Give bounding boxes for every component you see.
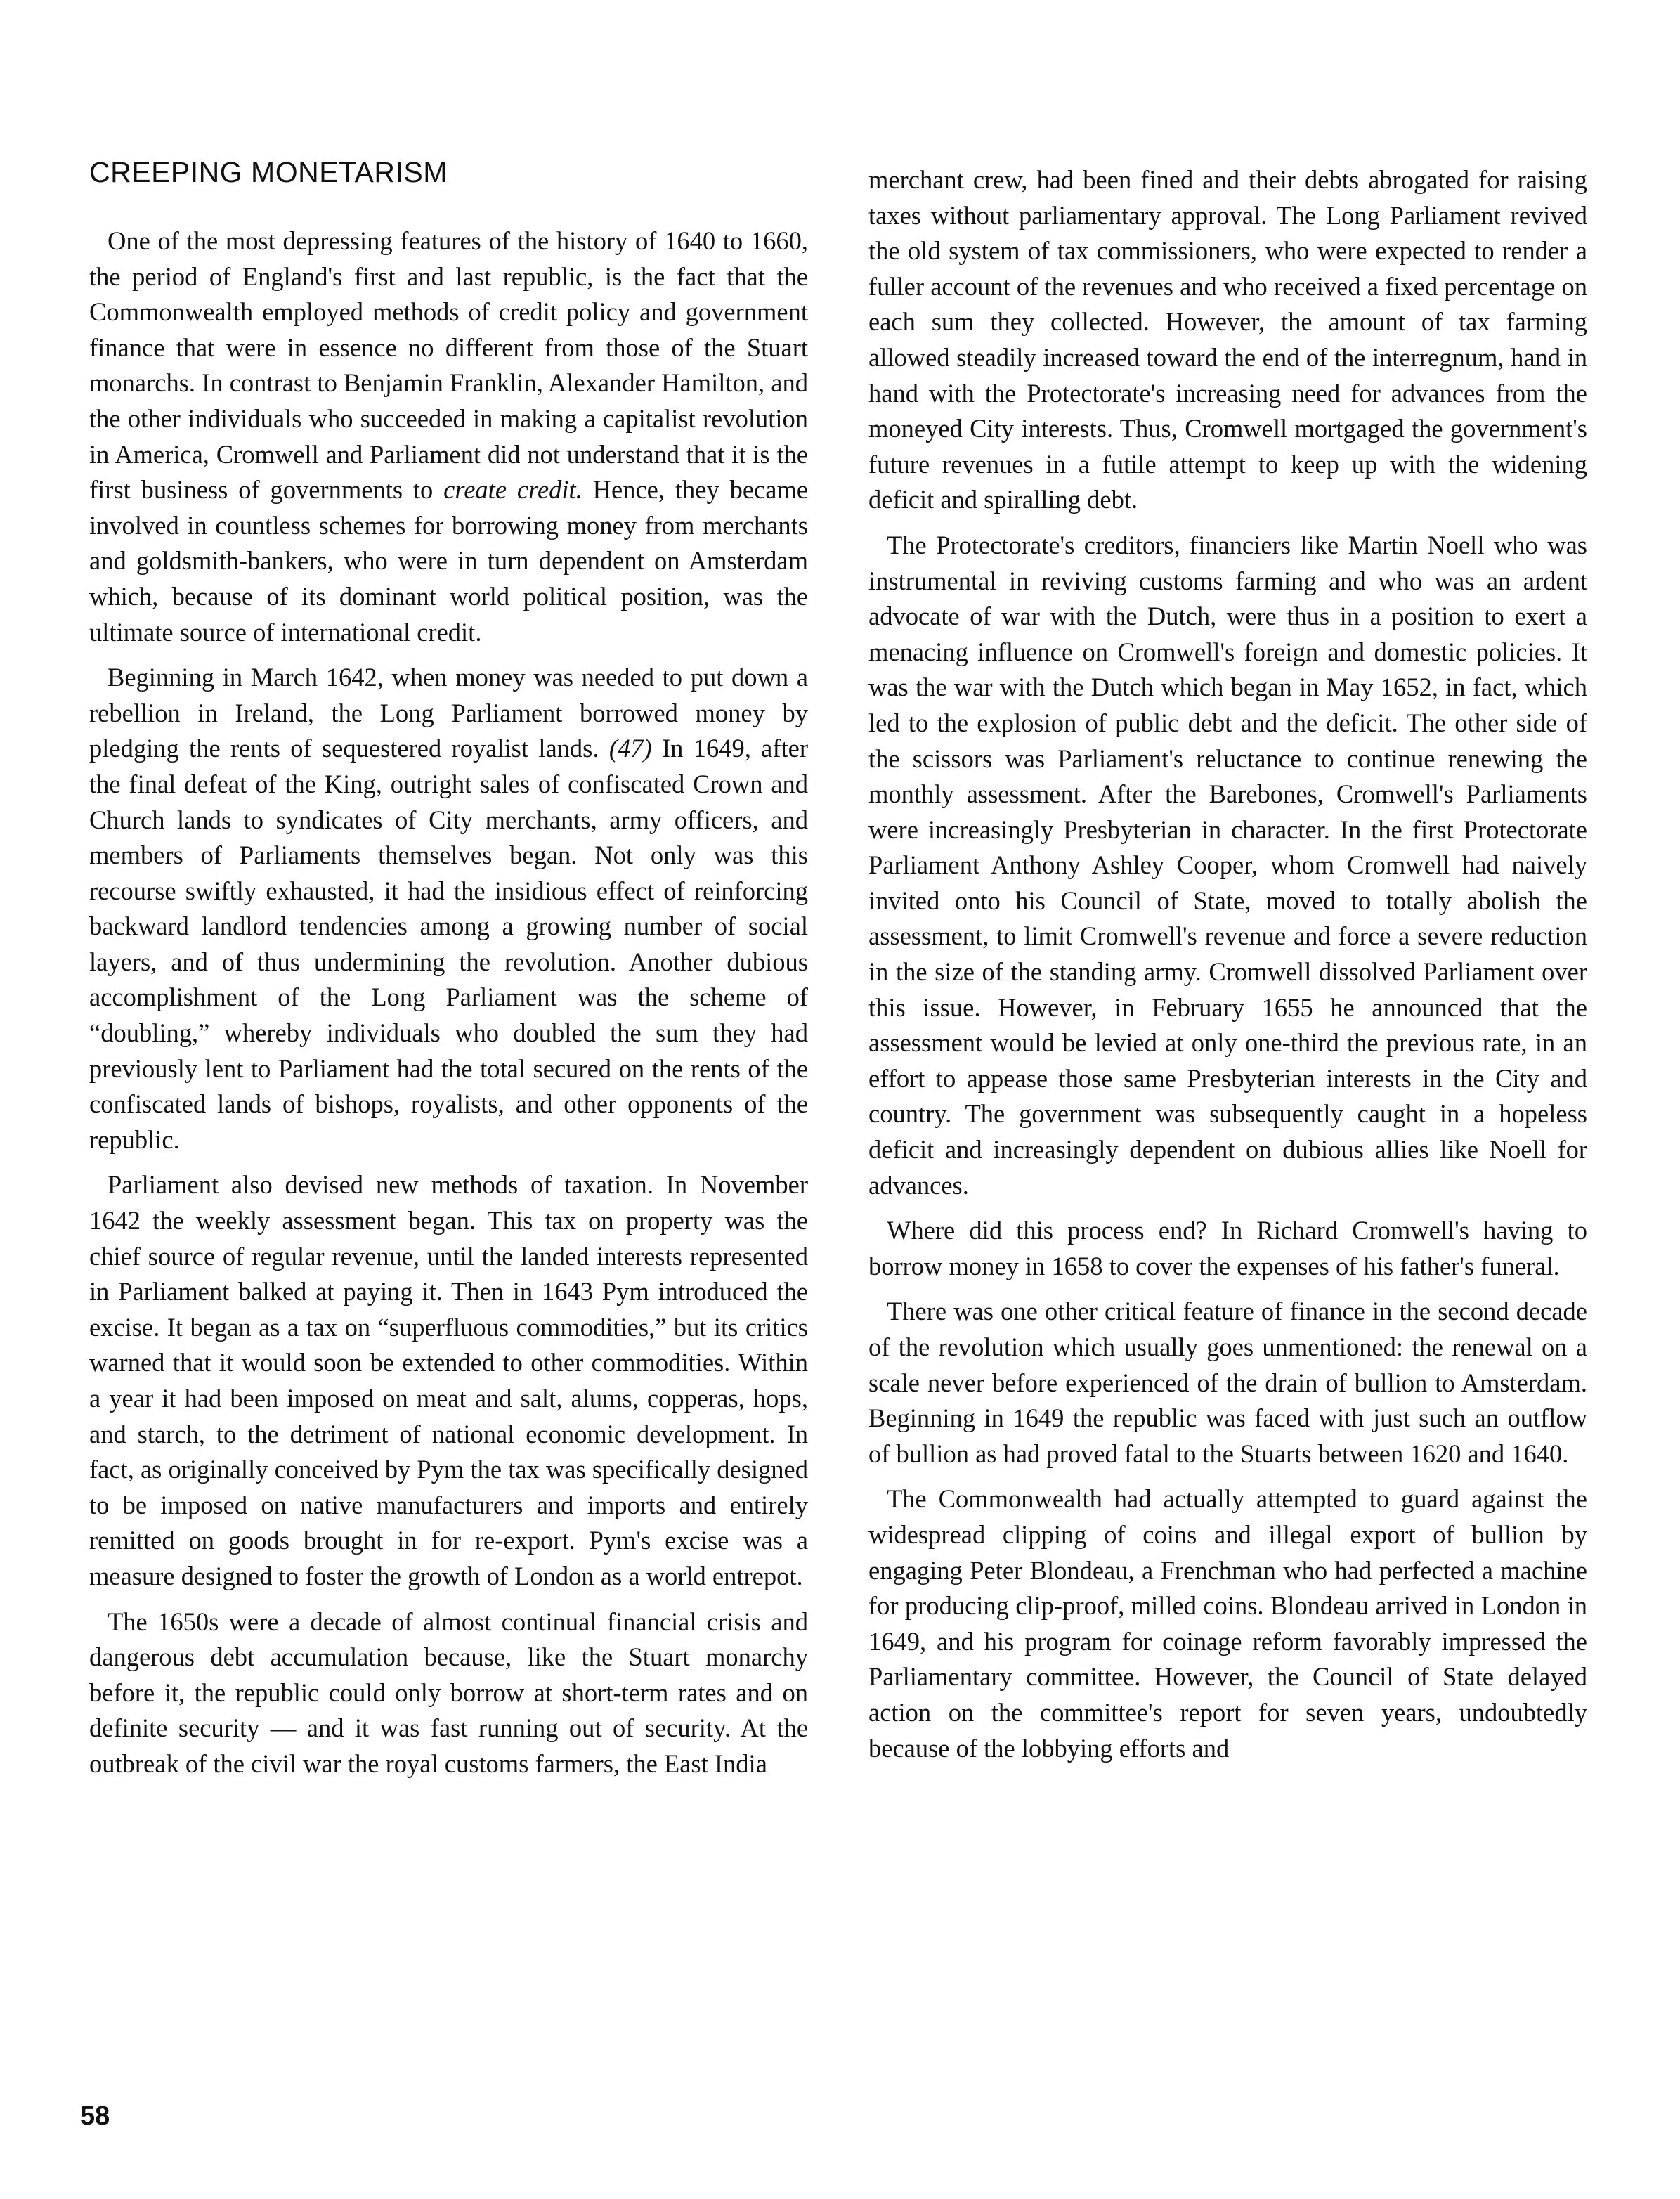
paragraph: Parliament also devised new methods of taxation. In November 1642 the weekly assessment began. This tax on property was the chief source of regular revenue, until the landed interests represented in Parliament balked at paying it. Then in 1643 Pym introduced the excise. It began as a tax on “superfluous commodities,” but its critics warned that it would soon be extended to other commodities. Within a year it had been imposed on meat and salt, alums, copperas, hops, and starch, to the detriment of national economic development. In fact, as originally conceived by Pym the tax was specifically designed to be imposed on native manufacturers and imports and entirely remitted on goods brought in for re-export. Pym's excise was a measure designed to foster the growth of London as a world entrepot. — [89, 1170, 808, 1590]
left-column — [89, 223, 808, 1782]
section-heading: CREEPING MONETARISM — [89, 156, 448, 188]
citation-number: (47) — [608, 734, 652, 763]
right-column — [868, 162, 1587, 1766]
paragraph: There was one other critical feature of finance in the second decade of the revolution which usually goes unmentioned: the renewal on a scale never before experienced of the drain of bullion to Amsterdam. Beginning in 1649 the republic was faced with just such an outflow of bullion as had proved fatal to the Stuarts between 1620 and 1640. — [868, 1297, 1587, 1468]
paragraph: Where did this process end? In Richard Cromwell's having to borrow money in 1658 to cover the expenses of his father's funeral. — [868, 1216, 1587, 1280]
paragraph-text: One of the most depressing features of the history of 1640 to 1660, the period of England's first and last republic, is the fact that the Commonwealth employed methods of credit policy and government finance that were in essence no different from those of the Stuart monarchs. In contrast to Benjamin Franklin, Alexander Hamilton, and the other individuals who succeeded in making a capitalist revolution in America, Cromwell and Parliament did not understand that it is the first business of governments to — [89, 226, 808, 505]
paragraph-text: In 1649, after the final defeat of the King, outright sales of confiscated Crown and Church lands to syndicates of City merchants, army officers, and members of Parliaments themselves began. Not only was this recourse swiftly exhausted, it had the insidious effect of reinforcing backward landlord tendencies among a growing number of social layers, and of thus undermining the revolution. Another dubious accomplishment of the Long Parliament was the scheme of “doubling,” whereby individuals who doubled the sum they had previously lent to Parliament had the total secured on the rents of the confiscated lands of bishops, royalists, and other opponents of the republic. — [89, 734, 808, 1154]
page-number: 58 — [80, 2101, 110, 2131]
emphasis-text: create credit. — [443, 475, 582, 505]
paragraph: The Commonwealth had actually attempted to guard against the widespread clipping of coins and illegal export of bullion by engaging Peter Blondeau, a Frenchman who had perfected a machine for producing clip-proof, milled coins. Blondeau arrived in London in 1649, and his program for coinage reform favorably impressed the Parliamentary committee. However, the Council of State delayed action on the committee's report for seven years, undoubtedly because of the lobbying efforts and — [868, 1484, 1587, 1763]
paragraph: The 1650s were a decade of almost continual financial crisis and dangerous debt accumulation because, like the Stuart monarchy before it, the republic could only borrow at short-term rates and on definite security — and it was fast running out of security. At the outbreak of the civil war the royal customs farmers, the East India — [89, 1607, 808, 1778]
paragraph: merchant crew, had been fined and their debts abrogated for raising taxes without parliamentary approval. The Long Parliament revived the old system of tax commissioners, who were expected to render a fuller account of the revenues and who received a fixed percentage on each sum they collected. However, the amount of tax farming allowed steadily increased toward the end of the interregnum, hand in hand with the Protectorate's increasing need for advances from the moneyed City interests. Thus, Cromwell mortgaged the government's future revenues in a futile attempt to keep up with the widening deficit and spiralling debt. — [868, 165, 1587, 514]
paragraph-text: Hence, they became involved in countless schemes for borrowing money from merchants and goldsmith-bankers, who were in turn dependent on Amsterdam which, because of its dominant world political position, was the ultimate source of international credit. — [89, 475, 809, 647]
paragraph: The Protectorate's creditors, financiers like Martin Noell who was instrumental in reviving customs farming and who was an ardent advocate of war with the Dutch, were thus in a position to exert a menacing influence on Cromwell's foreign and domestic policies. It was the war with the Dutch which began in May 1652, in fact, which led to the explosion of public debt and the deficit. The other side of the scissors was Parliament's reluctance to continue renewing the monthly assessment. After the Barebones, Cromwell's Parliaments were increasingly Presbyterian in character. In the first Protectorate Parliament Anthony Ashley Cooper, whom Cromwell had naively invited onto his Council of State, moved to totally abolish the assessment, to limit Cromwell's revenue and force a severe reduction in the size of the standing army. Cromwell dissolved Parliament over this issue. However, in February 1655 he announced that the assessment would be levied at only one-third the previous rate, in an effort to appease those same Presbyterian interests in the City and country. The government was subsequently caught in a hopeless deficit and increasingly dependent on dubious allies like Noell for advances. — [868, 530, 1587, 1200]
paragraph — [89, 223, 808, 650]
paragraph-text: Beginning in March 1642, when money was needed to put down a rebellion in Ireland, the Long Parliament borrowed money by pledging the rents of sequestered royalist lands. — [89, 663, 808, 763]
paragraph — [89, 660, 808, 1157]
